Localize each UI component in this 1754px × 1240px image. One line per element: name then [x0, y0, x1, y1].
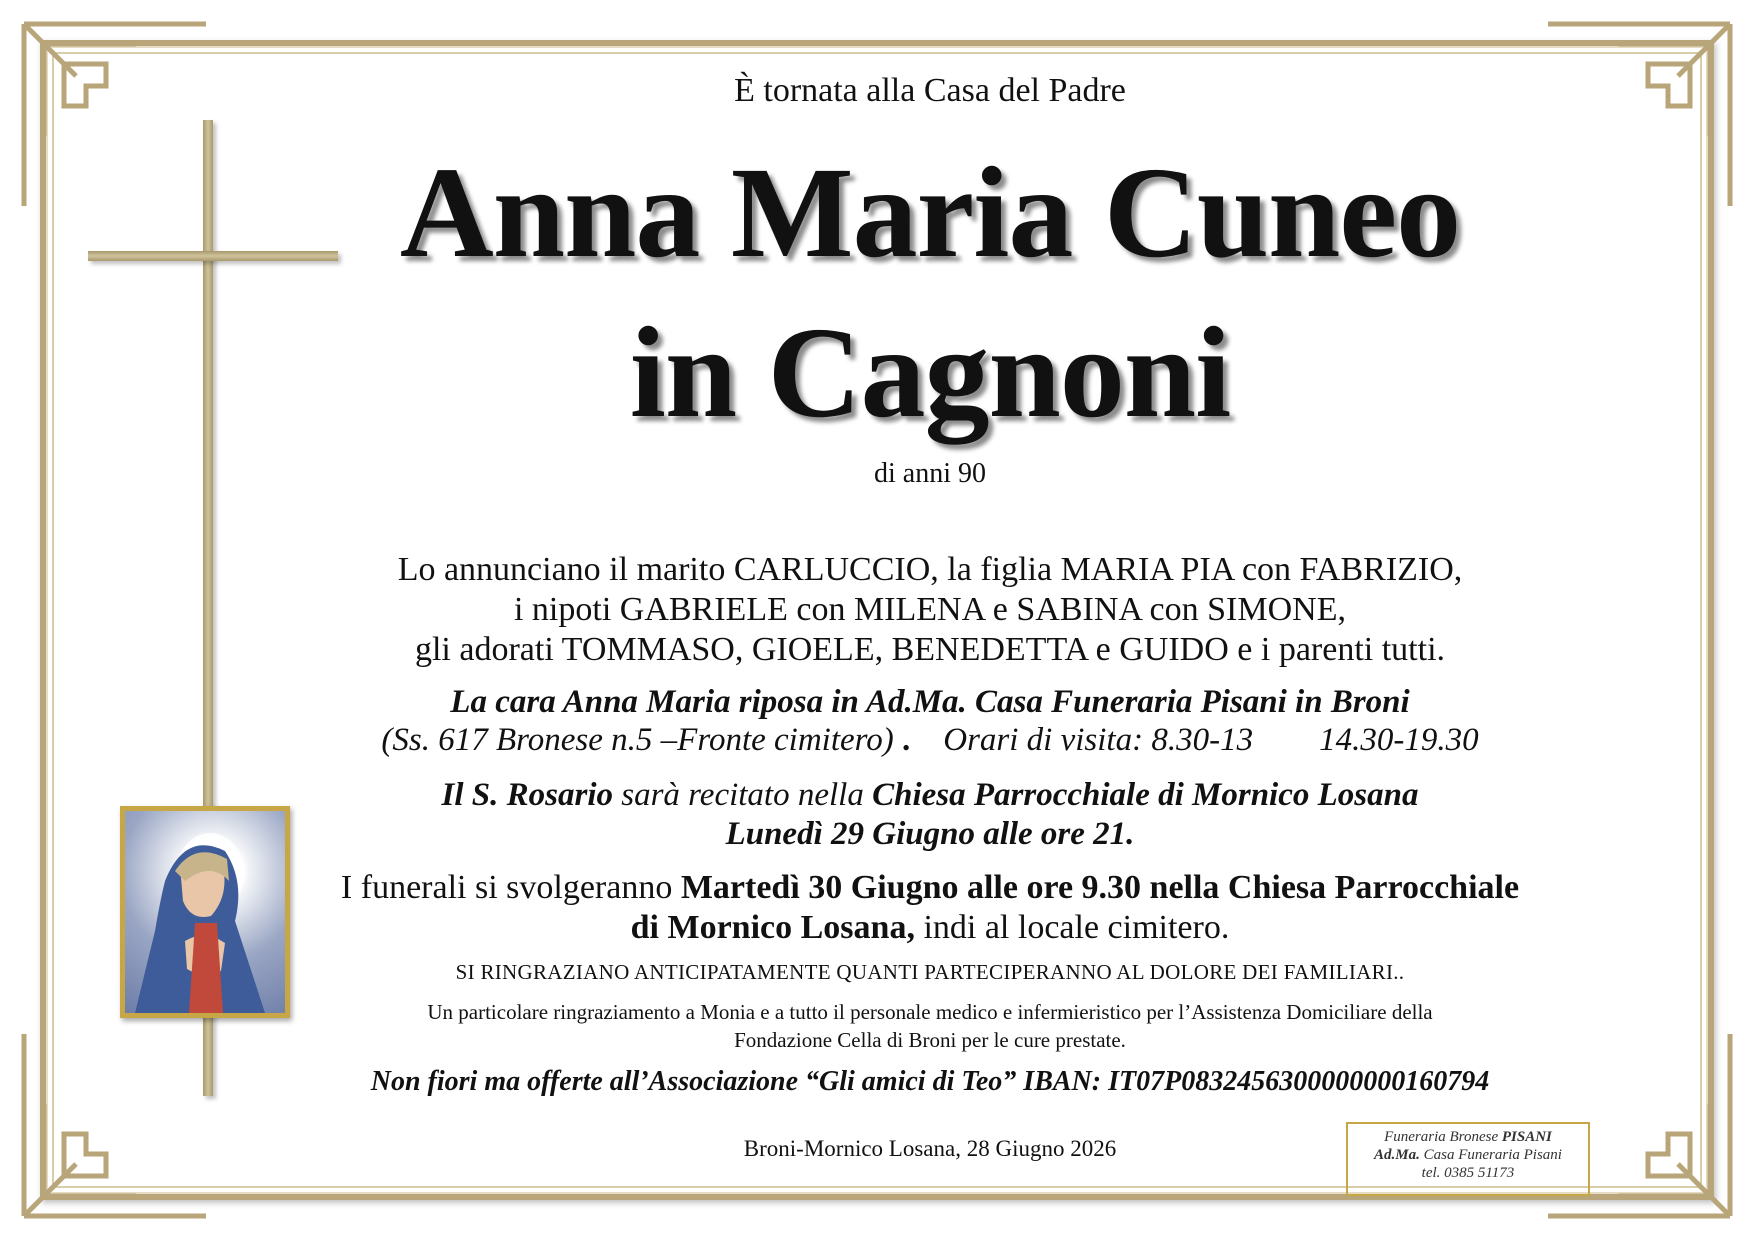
visiting-hours: Orari di visita: 8.30-13 [943, 722, 1254, 758]
madonna-picture-icon [120, 806, 290, 1018]
stamp-text: Funeraria Bronese [1384, 1129, 1502, 1145]
announcement-line: gli adorati TOMMASO, GIOELE, BENEDETTA e GUIDO e i parenti tutti. [414, 631, 1446, 668]
rosary-church: Chiesa Parrocchiale di Mornico Losana [872, 777, 1419, 813]
deceased-married-name: in Cagnoni [629, 301, 1231, 445]
corner-ornament-top-right [1538, 16, 1738, 216]
separator-dot: . [902, 722, 911, 758]
rosary-date: Lunedì 29 Giugno alle ore 21. [725, 816, 1135, 852]
funeral-text: I funerali si svolgeranno [340, 869, 681, 906]
special-thanks-line: Fondazione Cella di Broni per le cure prestate. [734, 1028, 1126, 1052]
funeral-notice [300, 868, 1560, 948]
stamp-brand: PISANI [1501, 1129, 1552, 1145]
thanks-notice: SI RINGRAZIANO ANTICIPATAMENTE QUANTI PARTECIPERANNO AL DOLORE DEI FAMILIARI.. [455, 960, 1405, 984]
special-thanks-line: Un particolare ringraziamento a Monia e a tutto il personale medico e infermieristico per l’Assistenza Domiciliare della [427, 1000, 1433, 1024]
rosary-label: Il S. Rosario [441, 777, 613, 813]
stamp-text: Casa Funeraria Pisani [1419, 1147, 1562, 1163]
funeral-home-stamp [1346, 1122, 1590, 1196]
deceased-name: Anna Maria Cuneo [399, 141, 1461, 285]
corner-ornament-bottom-left [16, 1024, 216, 1224]
stamp-phone: tel. 0385 51173 [1421, 1165, 1515, 1181]
funeral-date-place: Martedì 30 Giugno alle ore 9.30 nella Chiesa Parrocchiale [680, 869, 1520, 906]
funeral-burial: indi al locale cimitero. [914, 909, 1230, 946]
deceased-age: di anni 90 [874, 458, 986, 489]
rosary-notice [300, 776, 1560, 854]
intro-phrase: È tornata alla Casa del Padre [734, 72, 1126, 109]
announcement-line: Lo annunciano il marito CARLUCCIO, la figlia MARIA PIA con FABRIZIO, [397, 551, 1463, 588]
visiting-hours-afternoon: 14.30-19.30 [1319, 722, 1479, 758]
resting-place-address: (Ss. 617 Bronese n.5 –Fronte cimitero) [381, 722, 894, 758]
corner-ornament-top-left [16, 16, 216, 216]
family-announcement [300, 550, 1560, 670]
special-thanks [300, 998, 1560, 1054]
funeral-location: di Mornico Losana, [630, 909, 915, 946]
stamp-brand: Ad.Ma. [1374, 1147, 1420, 1163]
resting-place-details [300, 722, 1560, 759]
place-and-date: Broni-Mornico Losana, 28 Giugno 2026 [743, 1136, 1117, 1161]
resting-place-title: La cara Anna Maria riposa in Ad.Ma. Casa Funeraria Pisani in Broni [450, 684, 1410, 720]
announcement-line: i nipoti GABRIELE con MILENA e SABINA con SIMONE, [513, 591, 1346, 628]
donation-notice: Non fiori ma offerte all’Associazione “Gli amici di Teo” IBAN: IT07P0832456300000000160794 [370, 1066, 1490, 1097]
rosary-text: sarà recitato nella [613, 777, 873, 813]
